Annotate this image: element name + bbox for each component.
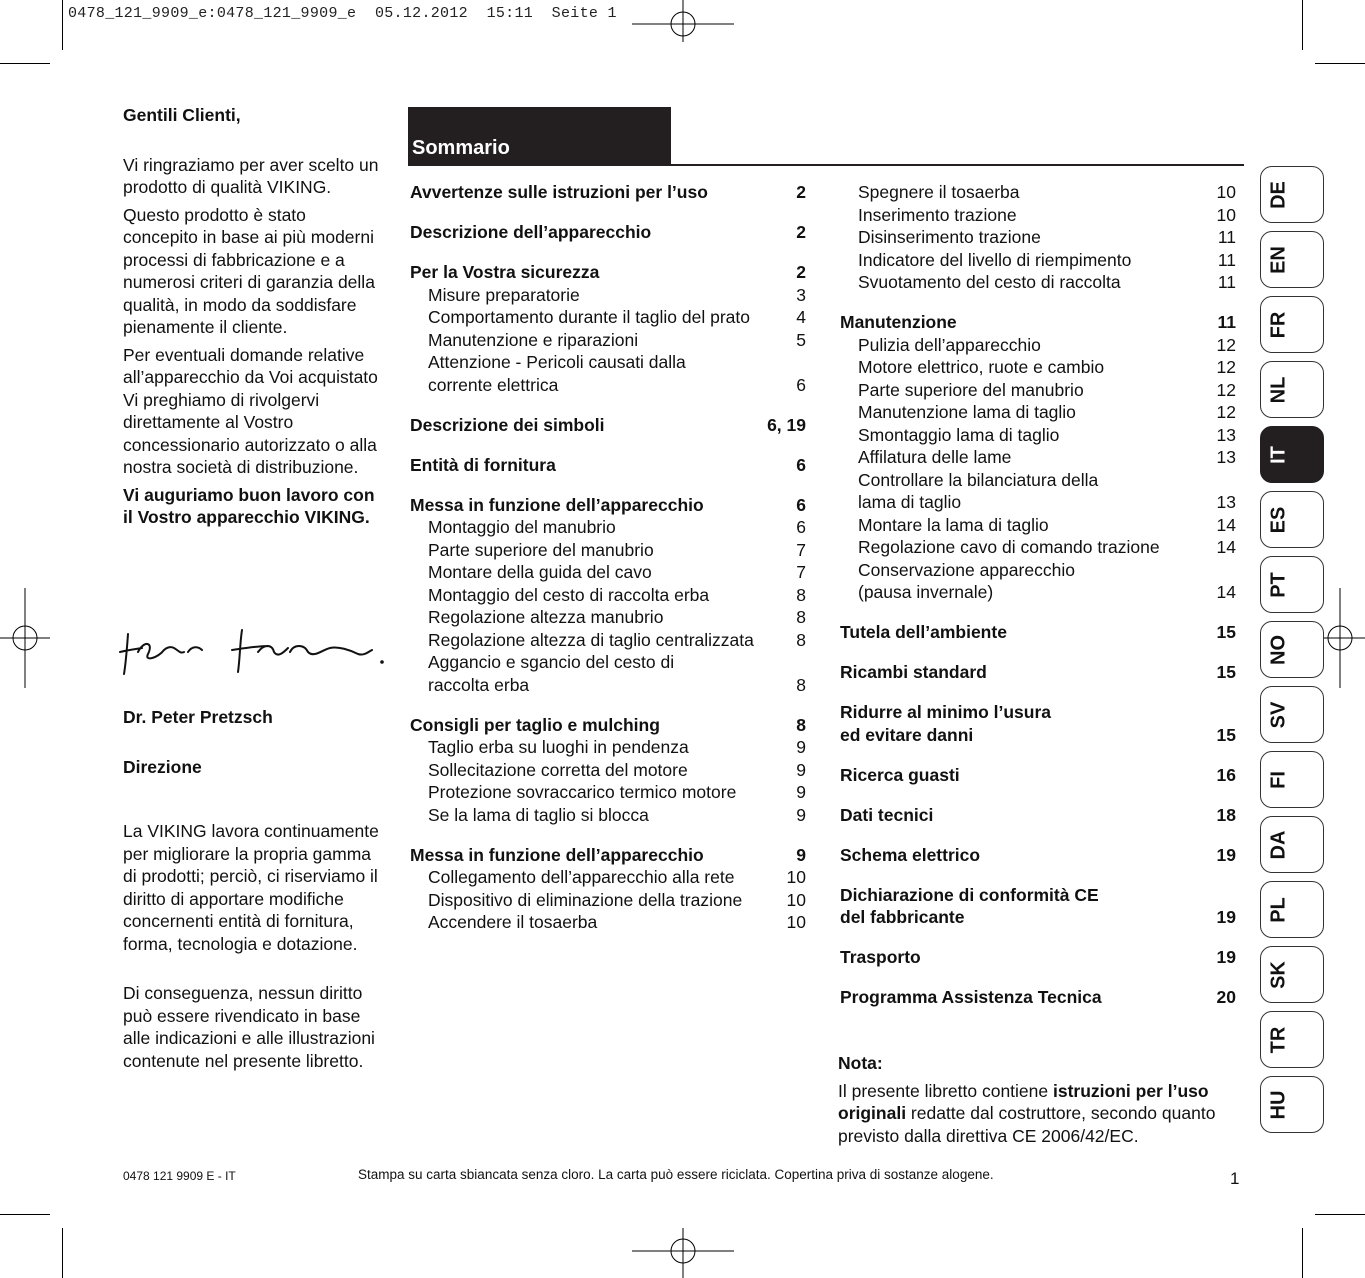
disclaimer-paragraph-1: La VIKING lavora continuamente per migliorare la propria gamma di prodotti; perciò, ci riserviamo il diritto di apportare modifiche concernenti entità di fornitura, forma, tecnologia e dotazione. xyxy=(123,821,379,954)
toc-entry-line: Pulizia dell’apparecchio xyxy=(858,334,1041,355)
toc-subentry xyxy=(840,271,1236,294)
toc-entry-line: Regolazione altezza manubrio xyxy=(428,607,664,627)
toc-subentry xyxy=(410,584,806,607)
greeting: Gentili Clienti, xyxy=(123,105,241,125)
toc-entry-label xyxy=(428,516,776,539)
toc-entry-line: Accendere il tosaerba xyxy=(428,912,598,932)
toc-column-2 xyxy=(840,181,1236,1026)
toc-entry-line: Aggancio e sgancio del cesto di xyxy=(428,652,675,672)
toc-entry-line: Dispositivo di eliminazione della trazione xyxy=(428,889,743,910)
language-tab-hu[interactable] xyxy=(1260,1076,1324,1133)
language-tabs xyxy=(1260,166,1326,1141)
toc-entry xyxy=(840,701,1236,746)
toc-entry-line: Manutenzione lama di taglio xyxy=(858,402,1076,422)
toc-page-number: 14 xyxy=(1216,514,1236,535)
language-tab-fi[interactable] xyxy=(1260,751,1324,808)
toc-entry-line: ed evitare danni xyxy=(840,724,974,745)
toc-entry-label xyxy=(858,226,1206,249)
language-tab-fr[interactable] xyxy=(1260,296,1324,353)
toc-entry xyxy=(840,621,1236,644)
toc-page-number: 2 xyxy=(796,222,806,242)
toc-section xyxy=(840,661,1236,684)
toc-entry xyxy=(410,261,806,284)
language-tab-label: PL xyxy=(1267,896,1290,923)
language-tab-es[interactable] xyxy=(1260,491,1324,548)
toc-entry-label xyxy=(428,736,776,759)
toc-entry-line: Regolazione altezza di taglio centralizzata xyxy=(428,629,754,650)
toc-section xyxy=(840,884,1236,929)
toc-entry-line: Sollecitazione corretta del motore xyxy=(428,759,688,780)
toc-subentry xyxy=(410,736,806,759)
toc-entry-label xyxy=(858,181,1206,204)
toc-entry-line: Motore elettrico, ruote e cambio xyxy=(858,357,1105,377)
toc-entry-line: Programma Assistenza Tecnica xyxy=(840,987,1102,1007)
toc-page-number: 10 xyxy=(786,912,806,932)
toc-entry-line: Messa in funzione dell’apparecchio xyxy=(410,844,704,865)
toc-page-number: 8 xyxy=(796,674,806,695)
toc-entry-label xyxy=(840,621,1206,644)
disclaimer-paragraph-2: Di conseguenza, nessun diritto può essere rivendicato in base alle indicazioni e alle illustrazioni contenute nel presente libretto. xyxy=(123,983,375,1071)
toc-entry-label xyxy=(428,804,776,827)
signature xyxy=(118,622,388,682)
toc-page-number: 9 xyxy=(796,737,806,757)
toc-subentry xyxy=(410,911,806,934)
crop-mark xyxy=(1302,0,1303,50)
toc-entry xyxy=(410,844,806,867)
language-tab-label: PT xyxy=(1267,571,1290,598)
toc-entry xyxy=(840,884,1236,929)
toc-entry xyxy=(410,221,806,244)
registration-mark-bottom xyxy=(632,1228,734,1278)
toc-entry-line: Spegnere il tosaerba xyxy=(858,182,1020,202)
toc-subentry xyxy=(410,284,806,307)
crop-mark xyxy=(1315,1214,1365,1215)
toc-subentry xyxy=(410,329,806,352)
language-tab-it[interactable] xyxy=(1260,426,1324,483)
toc-section xyxy=(410,414,806,437)
toc-subentry xyxy=(840,379,1236,402)
toc-subentry xyxy=(840,356,1236,379)
intro-paragraph-1: Vi ringraziamo per aver scelto un prodotto di qualità VIKING. xyxy=(123,154,379,197)
toc-entry-line: raccolta erba xyxy=(428,674,530,695)
toc-entry-label xyxy=(428,889,776,912)
toc-subentry xyxy=(840,181,1236,204)
toc-entry-label xyxy=(840,311,1206,334)
toc-subentry xyxy=(410,651,806,696)
disclaimer-block xyxy=(123,820,385,1077)
note-text: Il presente libretto contiene istruzioni per l’uso originali redatte dal costruttore, secondo quanto previsto dalla direttiva CE 2006/42/EC. xyxy=(838,1080,1216,1146)
toc-entry xyxy=(410,714,806,737)
toc-entry-label xyxy=(410,494,776,517)
toc-page-number: 9 xyxy=(796,782,806,802)
toc-entry-line: Collegamento dell’apparecchio alla rete xyxy=(428,867,735,887)
toc-entry-label xyxy=(428,306,776,329)
toc-page-number: 18 xyxy=(1216,804,1236,825)
toc-page-number: 11 xyxy=(1217,272,1236,292)
toc-entry-label xyxy=(858,379,1206,402)
toc-page-number: 9 xyxy=(796,804,806,825)
toc-entry xyxy=(410,454,806,477)
page-number: 1 xyxy=(1230,1169,1240,1188)
toc-page-number: 15 xyxy=(1216,662,1236,682)
crop-mark xyxy=(0,63,50,64)
toc-section xyxy=(840,844,1236,867)
toc-column-1 xyxy=(410,181,806,951)
toc-subentry xyxy=(840,226,1236,249)
toc-entry-label xyxy=(410,844,776,867)
toc-section xyxy=(840,701,1236,746)
toc-entry-label xyxy=(840,661,1206,684)
toc-entry-line: Se la lama di taglio si blocca xyxy=(428,804,649,825)
intro-wish: Vi auguriamo buon lavoro con il Vostro apparecchio VIKING. xyxy=(123,484,375,527)
toc-entry-line: Taglio erba su luoghi in pendenza xyxy=(428,737,689,757)
toc-entry-label xyxy=(858,469,1206,514)
toc-title: Sommario xyxy=(412,137,510,159)
toc-subentry xyxy=(410,351,806,396)
toc-subentry xyxy=(410,889,806,912)
toc-entry-line: Disinserimento trazione xyxy=(858,227,1041,247)
toc-entry-label xyxy=(428,561,776,584)
toc-section xyxy=(410,714,806,827)
toc-entry-line: Regolazione cavo di comando trazione xyxy=(858,537,1160,557)
toc-page-number: 10 xyxy=(1216,182,1236,202)
toc-entry xyxy=(840,986,1236,1009)
toc-page-number: 6 xyxy=(796,374,806,395)
toc-subentry xyxy=(840,559,1236,604)
toc-page-number: 6 xyxy=(796,454,806,475)
toc-page-number: 8 xyxy=(796,584,806,605)
toc-page-number: 3 xyxy=(796,284,806,305)
toc-page-number: 8 xyxy=(796,714,806,735)
toc-entry xyxy=(840,844,1236,867)
registration-mark-left xyxy=(0,588,50,688)
toc-entry-line: Attenzione - Pericoli causati dalla xyxy=(428,352,686,372)
toc-entry-line: Manutenzione xyxy=(840,312,957,332)
toc-entry-line: Inserimento trazione xyxy=(858,204,1017,225)
toc-page-number: 7 xyxy=(796,562,806,582)
toc-entry-label xyxy=(410,221,776,244)
toc-page-number: 12 xyxy=(1216,357,1236,377)
document-code: 0478 121 9909 E - IT xyxy=(123,1169,236,1183)
language-tab-label: NO xyxy=(1267,634,1290,665)
toc-entry-line: Svuotamento del cesto di raccolta xyxy=(858,272,1121,292)
toc-section xyxy=(840,946,1236,969)
toc-entry-label xyxy=(410,414,767,437)
signer-block xyxy=(123,706,385,783)
toc-entry-line: Montare della guida del cavo xyxy=(428,562,652,582)
toc-entry-line: (pausa invernale) xyxy=(858,582,994,602)
language-tab-label: TR xyxy=(1267,1026,1290,1053)
toc-section xyxy=(410,454,806,477)
toc-page-number: 8 xyxy=(796,629,806,650)
toc-page-number: 11 xyxy=(1217,249,1236,270)
toc-entry-line: Messa in funzione dell’apparecchio xyxy=(410,494,704,515)
toc-entry-label xyxy=(858,559,1206,604)
toc-entry-label xyxy=(428,866,776,889)
toc-entry-line: Misure preparatorie xyxy=(428,284,580,305)
toc-subentry xyxy=(840,204,1236,227)
toc-entry-label xyxy=(858,249,1206,272)
toc-entry-label xyxy=(428,651,776,696)
toc-entry xyxy=(840,764,1236,787)
language-tab-da[interactable] xyxy=(1260,816,1324,873)
toc-subentry xyxy=(840,446,1236,469)
toc-subentry xyxy=(410,561,806,584)
signer-name: Dr. Peter Pretzsch xyxy=(123,707,273,727)
intro-paragraph-3: Per eventuali domande relative all’apparecchio da Voi acquistato Vi preghiamo di rivolgervi direttamente al Vostro concessionario autorizzato o alla nostra società di distribuzione. xyxy=(123,344,378,477)
toc-entry-line: Per la Vostra sicurezza xyxy=(410,262,600,282)
toc-page-number: 20 xyxy=(1216,987,1236,1007)
intro-column xyxy=(123,104,385,534)
language-tab-label: FR xyxy=(1267,311,1290,338)
toc-entry-line: Dichiarazione di conformità CE xyxy=(840,884,1099,905)
crop-mark xyxy=(1302,1228,1303,1278)
language-tab-label: ES xyxy=(1267,506,1290,533)
toc-subentry xyxy=(410,781,806,804)
toc-entry xyxy=(840,804,1236,827)
toc-entry-label xyxy=(858,514,1206,537)
toc-page-number: 13 xyxy=(1216,447,1236,467)
toc-section xyxy=(840,986,1236,1009)
toc-entry xyxy=(840,946,1236,969)
toc-page-number: 2 xyxy=(796,182,806,202)
toc-subentry xyxy=(410,866,806,889)
toc-page-number: 8 xyxy=(796,607,806,627)
toc-entry-label xyxy=(858,271,1206,294)
toc-section xyxy=(410,221,806,244)
toc-entry-label xyxy=(410,181,776,204)
note-block xyxy=(838,1052,1248,1147)
toc-entry-line: Tutela dell’ambiente xyxy=(840,622,1007,642)
toc-page-number: 12 xyxy=(1216,402,1236,422)
language-tab-label: SK xyxy=(1267,960,1290,989)
toc-section xyxy=(840,181,1236,294)
toc-entry-line: del fabbricante xyxy=(840,907,965,927)
crop-mark xyxy=(0,1214,50,1215)
toc-entry-label xyxy=(428,539,776,562)
toc-page-number: 13 xyxy=(1216,424,1236,445)
toc-page-number: 12 xyxy=(1216,334,1236,355)
toc-page-number: 9 xyxy=(796,844,806,865)
toc-entry-line: Conservazione apparecchio xyxy=(858,559,1075,580)
toc-entry-label xyxy=(840,764,1206,787)
toc-page-number: 16 xyxy=(1216,764,1236,785)
language-tab-nl[interactable] xyxy=(1260,361,1324,418)
print-notice: Stampa su carta sbiancata senza cloro. La carta può essere riciclata. Copertina priva di sostanze alogene. xyxy=(358,1167,994,1182)
toc-entry-line: Dati tecnici xyxy=(840,804,934,825)
toc-entry-label xyxy=(428,759,776,782)
note-title: Nota: xyxy=(838,1053,883,1073)
toc-page-number: 19 xyxy=(1216,947,1236,967)
toc-entry-label xyxy=(858,401,1206,424)
toc-page-number: 7 xyxy=(796,539,806,560)
toc-entry-line: Avvertenze sulle istruzioni per l’uso xyxy=(410,182,708,202)
toc-entry xyxy=(840,311,1236,334)
toc-section xyxy=(410,844,806,934)
toc-entry-label xyxy=(428,629,776,652)
toc-entry-label xyxy=(858,204,1206,227)
crop-mark xyxy=(62,1228,63,1278)
toc-subentry xyxy=(410,759,806,782)
toc-entry-label xyxy=(840,804,1206,827)
language-tab-label: SV xyxy=(1267,701,1290,728)
toc-entry-label xyxy=(428,606,776,629)
toc-page-number: 2 xyxy=(796,262,806,282)
toc-entry-line: lama di taglio xyxy=(858,492,962,512)
toc-page-number: 14 xyxy=(1216,582,1236,602)
toc-entry-label xyxy=(858,356,1206,379)
toc-entry-label xyxy=(840,986,1206,1009)
toc-section xyxy=(410,261,806,396)
toc-entry-line: Descrizione dell’apparecchio xyxy=(410,222,652,242)
toc-entry-line: Protezione sovraccarico termico motore xyxy=(428,782,737,802)
language-tab-pl[interactable] xyxy=(1260,881,1324,938)
toc-entry xyxy=(410,181,806,204)
toc-section xyxy=(840,621,1236,644)
toc-page-number: 4 xyxy=(796,307,806,327)
toc-entry-label xyxy=(840,946,1206,969)
toc-entry xyxy=(410,414,806,437)
toc-subentry xyxy=(410,516,806,539)
toc-entry-label xyxy=(428,284,776,307)
signer-role: Direzione xyxy=(123,756,202,777)
language-tab-en[interactable] xyxy=(1260,231,1324,288)
toc-entry-line: Smontaggio lama di taglio xyxy=(858,424,1060,445)
toc-entry-line: Parte superiore del manubrio xyxy=(858,379,1084,400)
toc-subentry xyxy=(410,804,806,827)
toc-section xyxy=(840,311,1236,604)
toc-entry-label xyxy=(410,714,776,737)
toc-entry-line: Trasporto xyxy=(840,947,921,967)
toc-entry-line: Ricerca guasti xyxy=(840,764,960,785)
registration-mark-top xyxy=(632,0,734,42)
toc-subentry xyxy=(840,424,1236,447)
toc-entry-label xyxy=(428,584,776,607)
toc-subentry xyxy=(840,469,1236,514)
toc-subentry xyxy=(410,606,806,629)
toc-entry-line: Ricambi standard xyxy=(840,662,987,682)
toc-entry-line: Affilatura delle lame xyxy=(858,447,1012,467)
toc-entry-label xyxy=(840,884,1206,929)
toc-entry-line: Schema elettrico xyxy=(840,844,981,865)
toc-entry-line: Consigli per taglio e mulching xyxy=(410,714,660,735)
toc-page-number: 10 xyxy=(786,889,806,910)
intro-paragraph-2: Questo prodotto è stato concepito in base ai più moderni processi di fabbricazione e a numerosi criteri di garanzia della qualità, in modo da soddisfare pienamente il cliente. xyxy=(123,204,375,337)
toc-entry-line: Montare la lama di taglio xyxy=(858,514,1049,535)
toc-section xyxy=(840,764,1236,787)
toc-entry-label xyxy=(858,446,1206,469)
toc-subentry xyxy=(840,401,1236,424)
toc-page-number: 19 xyxy=(1216,844,1236,865)
language-tab-no[interactable] xyxy=(1260,621,1324,678)
language-tab-label: NL xyxy=(1267,376,1290,403)
toc-entry-label xyxy=(858,334,1206,357)
toc-page-number: 19 xyxy=(1216,907,1236,927)
language-tab-label: HU xyxy=(1267,1090,1290,1119)
toc-entry-line: Indicatore del livello di riempimento xyxy=(858,249,1132,270)
toc-page-number: 12 xyxy=(1216,379,1236,400)
toc-section xyxy=(410,181,806,204)
toc-section xyxy=(410,494,806,697)
language-tab-tr[interactable] xyxy=(1260,1011,1324,1068)
toc-entry-line: Montaggio del manubrio xyxy=(428,517,616,537)
toc-subentry xyxy=(840,334,1236,357)
toc-entry-label xyxy=(428,781,776,804)
toc-entry xyxy=(410,494,806,517)
toc-entry-label xyxy=(410,454,776,477)
toc-entry-line: Controllare la bilanciatura della xyxy=(858,469,1099,490)
toc-page-number: 11 xyxy=(1217,312,1236,332)
toc-page-number: 15 xyxy=(1216,724,1236,745)
toc-subentry xyxy=(840,514,1236,537)
toc-subentry xyxy=(840,249,1236,272)
crop-mark xyxy=(62,0,63,50)
print-header: 0478_121_9909_e:0478_121_9909_e 05.12.2012 15:11 Seite 1 xyxy=(68,5,617,22)
language-tab-label: FI xyxy=(1267,770,1290,789)
toc-entry-label xyxy=(840,701,1206,746)
toc-page-number: 6 xyxy=(796,517,806,537)
toc-subentry xyxy=(840,536,1236,559)
language-tab-label: DA xyxy=(1267,830,1290,859)
toc-page-number: 10 xyxy=(786,867,806,887)
toc-entry-line: Entità di fornitura xyxy=(410,454,556,475)
toc-page-number: 14 xyxy=(1216,537,1236,557)
toc-entry-label xyxy=(410,261,776,284)
toc-entry-line: Parte superiore del manubrio xyxy=(428,539,654,560)
language-tab-sk[interactable] xyxy=(1260,946,1324,1003)
toc-rule xyxy=(408,164,1244,166)
toc-entry xyxy=(840,661,1236,684)
toc-page-number: 11 xyxy=(1217,227,1236,247)
toc-entry-line: corrente elettrica xyxy=(428,374,559,395)
language-tab-label: EN xyxy=(1267,245,1290,274)
toc-page-number: 6 xyxy=(796,494,806,515)
language-tab-sv[interactable] xyxy=(1260,686,1324,743)
toc-page-number: 13 xyxy=(1216,492,1236,512)
toc-page-number: 10 xyxy=(1216,204,1236,225)
toc-subentry xyxy=(410,629,806,652)
toc-entry-line: Manutenzione e riparazioni xyxy=(428,329,639,350)
crop-mark xyxy=(1315,63,1365,64)
toc-entry-label xyxy=(858,536,1206,559)
language-tab-label: IT xyxy=(1267,445,1290,464)
toc-entry-line: Descrizione dei simboli xyxy=(410,414,605,435)
toc-page-number: 9 xyxy=(796,759,806,780)
toc-entry-line: Comportamento durante il taglio del prato xyxy=(428,307,750,327)
toc-subentry xyxy=(410,539,806,562)
toc-entry-label xyxy=(428,351,776,396)
language-tab-label: DE xyxy=(1267,180,1290,209)
toc-page-number: 5 xyxy=(796,329,806,350)
language-tab-de[interactable] xyxy=(1260,166,1324,223)
toc-entry-label xyxy=(858,424,1206,447)
toc-entry-label xyxy=(428,329,776,352)
toc-subentry xyxy=(410,306,806,329)
toc-section xyxy=(840,804,1236,827)
toc-entry-label xyxy=(840,844,1206,867)
toc-entry-line: Ridurre al minimo l’usura xyxy=(840,702,1052,722)
toc-page-number: 6, 19 xyxy=(767,414,806,435)
language-tab-pt[interactable] xyxy=(1260,556,1324,613)
toc-page-number: 15 xyxy=(1216,622,1236,642)
toc-entry-label xyxy=(428,911,776,934)
toc-entry-line: Montaggio del cesto di raccolta erba xyxy=(428,584,710,605)
